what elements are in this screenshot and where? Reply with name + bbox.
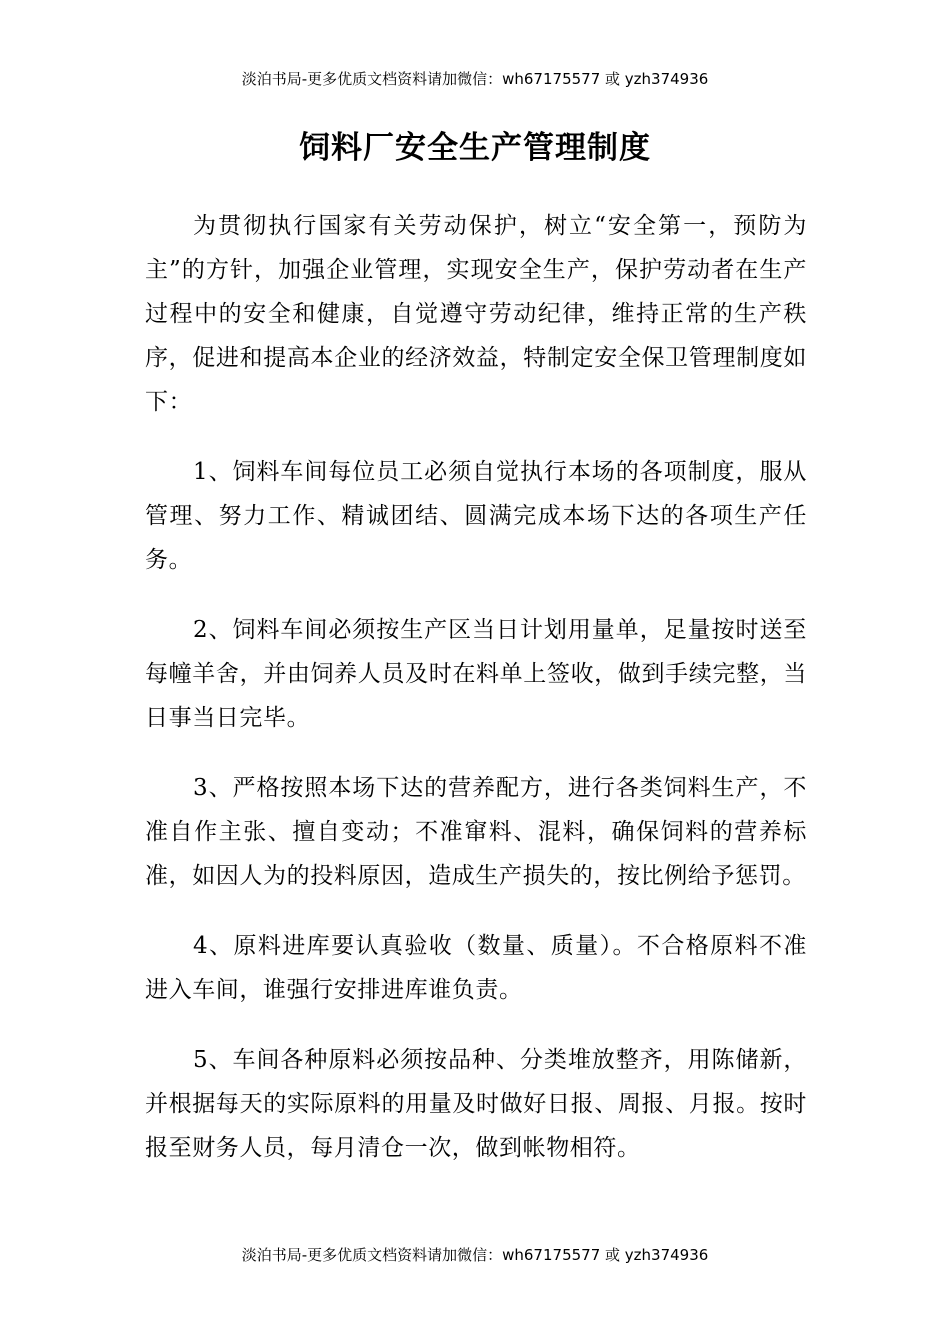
paragraph-rule-4: 4、原料进库要认真验收（数量、质量）。不合格原料不准进入车间，谁强行安排进库谁负责。 (145, 933, 807, 1003)
paragraph-rule-3: 3、严格按照本场下达的营养配方，进行各类饲料生产，不准自作主张、擅自变动；不准窜料、混料，确保饲料的营养标准，如因人为的投料原因，造成生产损失的，按比例给予惩罚。 (145, 775, 807, 889)
paragraph-intro: 为贯彻执行国家有关劳动保护，树立“安全第一，预防为主”的方针，加强企业管理，实现安全生产，保护劳动者在生产过程中的安全和健康，自觉遵守劳动纪律，维持正常的生产秩序，促进和提高本企业的经济效益，特制定安全保卫管理制度如下： (145, 213, 807, 415)
paragraph-rule-5: 5、车间各种原料必须按品种、分类堆放整齐，用陈储新，并根据每天的实际原料的用量及时做好日报、周报、月报。按时报至财务人员，每月清仓一次，做到帐物相符。 (145, 1047, 807, 1161)
footer-note: 淡泊书局-更多优质文档资料请加微信：wh67175577 或 yzh374936 (241, 1246, 709, 1264)
paragraph-rule-2: 2、饲料车间必须按生产区当日计划用量单，足量按时送至每幢羊舍，并由饲养人员及时在料单上签收，做到手续完整，当日事当日完毕。 (145, 617, 807, 731)
header-note: 淡泊书局-更多优质文档资料请加微信：wh67175577 或 yzh374936 (241, 70, 709, 88)
document-body (145, 204, 807, 1170)
paragraph-rule-1: 1、饲料车间每位员工必须自觉执行本场的各项制度，服从管理、努力工作、精诚团结、圆满完成本场下达的各项生产任务。 (145, 459, 807, 573)
page-title: 饲料厂安全生产管理制度 (299, 130, 651, 166)
